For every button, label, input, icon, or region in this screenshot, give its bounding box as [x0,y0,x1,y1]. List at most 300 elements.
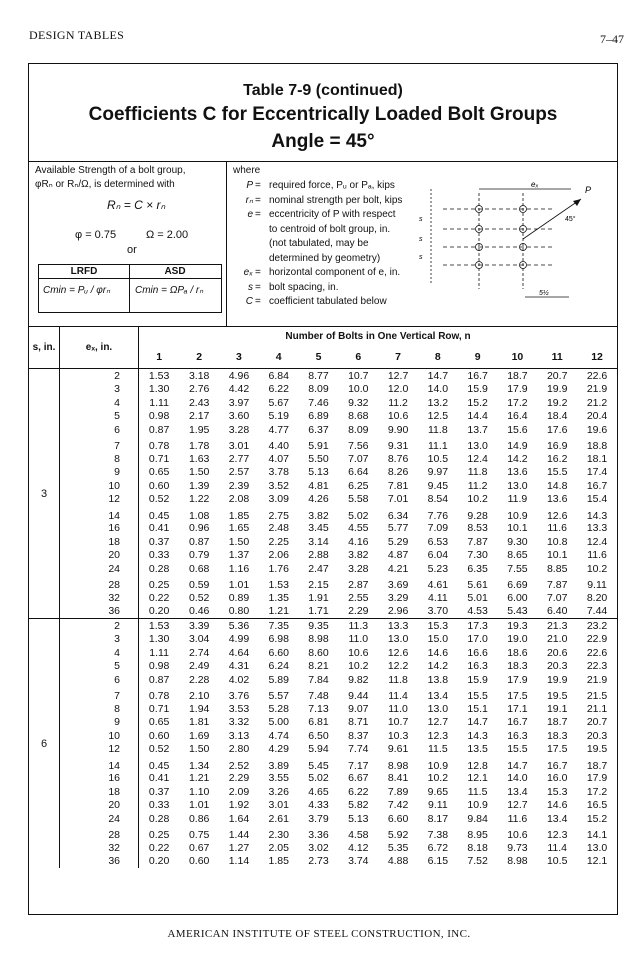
coefficient-cell: 18.1 [586,452,608,465]
coefficient-cell: 16.7 [507,716,528,729]
coefficient-cell: 2.80 [228,743,250,756]
coefficient-cell: 17.9 [507,383,528,396]
coefficient-cell: 0.22 [148,591,170,604]
n-value-header: 6 [338,346,378,369]
coefficient-cell: 0.46 [188,605,210,618]
coefficient-cell: 8.76 [387,452,409,465]
coefficient-cell: 5.02 [308,772,329,785]
coefficient-cell: 2.06 [268,549,289,562]
n-value-header: 2 [179,346,219,369]
coefficient-cell: 1.63 [188,452,210,465]
or-label: or [127,244,137,256]
coefficient-cell: 11.9 [507,493,528,506]
coefficient-cell: 1.01 [228,579,250,591]
coefficient-cell: 2.61 [268,812,289,825]
coefficient-cell: 1.30 [148,383,170,396]
coefficient-cell: 3.28 [228,423,250,436]
coefficient-cell: 17.5 [507,690,528,702]
coefficient-cell: 13.4 [546,812,568,825]
table-row [29,423,617,437]
coefficient-cell: 10.3 [387,729,409,742]
coefficient-cell: 2.09 [228,785,250,798]
asd-label: ASD [129,266,221,279]
s-label: s [419,236,423,243]
coefficient-cell: 5.94 [308,743,329,756]
coefficient-cell: 17.3 [458,619,498,633]
coefficient-cell: 6.40 [546,605,568,618]
coefficient-cell: 16.4 [507,410,528,423]
coefficient-cell: 2.39 [228,479,250,492]
n-value-header: 9 [458,346,498,369]
coefficient-cell: 4.87 [387,549,409,562]
coefficient-cell: 8.37 [348,729,369,742]
coefficient-cell: 2.29 [228,772,250,785]
coefficient-cell: 13.0 [507,479,528,492]
coefficient-cell: 6.67 [348,772,369,785]
coefficient-cell: 7.52 [467,855,488,868]
coefficient-cell: 3.29 [387,591,409,604]
coefficient-cell: 9.32 [348,396,369,409]
coefficient-cell: 14.7 [418,369,458,383]
coefficient-cell: 8.77 [299,369,339,383]
coefficient-cell: 1.35 [268,591,289,604]
coefficient-cell: 7.13 [308,702,329,715]
coefficient-cell: 13.4 [427,690,449,702]
coefficient-cell: 1.44 [228,829,250,841]
coefficient-cell: 3.28 [348,562,369,575]
coefficient-cell: 19.1 [546,702,568,715]
coefficient-cell: 6.22 [268,383,289,396]
coefficient-cell: 6.35 [467,562,488,575]
definition-item [233,223,391,235]
coefficient-cell: 2.96 [387,605,409,618]
table-row [29,619,617,633]
coefficient-cell: 11.8 [428,423,448,436]
coefficient-cell: 2.29 [348,605,369,618]
coefficient-cell: 18.8 [586,440,608,452]
strength-line-1: Available Strength of a bolt group, [35,165,186,176]
coefficient-cell: 7.01 [387,493,409,506]
eccentricity-cell: 6 [60,423,139,437]
coefficient-cell: 14.9 [507,440,528,452]
coefficient-cell: 1.85 [268,855,289,868]
coefficient-cell: 3.01 [228,440,250,452]
coefficient-cell: 22.9 [586,633,608,646]
coefficient-cell: 9.45 [427,479,449,492]
coefficient-cell: 16.3 [507,729,528,742]
coefficient-cell: 0.20 [148,605,170,618]
table-row [29,772,617,786]
coefficient-cell: 7.35 [259,619,299,633]
coefficient-cell: 9.07 [348,702,369,715]
coefficient-cell: 11.3 [338,619,378,633]
coefficient-cell: 11.4 [547,841,568,854]
lrfd-formula: Cmin = Pᵤ / φrₙ [43,285,111,296]
coefficient-cell: 21.2 [586,396,608,409]
coefficient-cell: 6.00 [507,591,528,604]
running-header: DESIGN TABLES [29,28,125,42]
coefficient-cell: 14.3 [467,729,488,742]
table-row [29,493,617,507]
eccentricity-cell: 10 [60,479,139,493]
coefficient-cell: 18.6 [507,646,528,659]
n-value-header: 12 [577,346,617,369]
table-row [29,743,617,757]
eccentricity-cell: 4 [60,396,139,410]
coefficient-cell: 2.87 [348,579,369,591]
coefficient-cell: 8.98 [507,855,528,868]
coefficient-cell: 3.52 [268,479,289,492]
coefficient-cell: 7.76 [427,509,449,522]
coefficient-cell: 19.3 [498,619,538,633]
coefficient-cell: 6.72 [427,841,449,854]
lrfd-asd-box [38,264,222,313]
coefficient-cell: 2.75 [268,509,289,522]
definition-text: bolt spacing, in. [269,281,339,293]
coefficient-cell: 0.71 [148,702,170,715]
coefficient-cell: 0.37 [148,785,170,798]
coefficient-cell: 13.5 [467,743,488,756]
page-number: 7–47 [600,32,624,46]
coefficient-cell: 9.11 [587,579,607,591]
strength-formula: Rₙ = C × rₙ [107,198,166,212]
n-value-header: 3 [219,346,259,369]
table-row [29,660,617,674]
coefficient-cell: 0.60 [188,855,210,868]
coefficient-cell: 2.73 [308,855,329,868]
coefficient-cell: 3.02 [308,841,329,854]
coefficient-cell: 7.87 [467,535,488,548]
coefficient-cell: 0.52 [148,493,170,506]
where-label: where [233,165,261,176]
coefficient-cell: 9.11 [428,799,448,812]
coefficient-cell: 13.3 [586,522,608,535]
n-value-header: 4 [259,346,299,369]
coefficient-cell: 5.82 [348,799,369,812]
coefficient-cell: 5.45 [308,759,329,772]
coefficient-cell: 13.0 [467,440,488,452]
coefficient-cell: 12.3 [427,729,449,742]
coefficient-cell: 22.6 [586,646,608,659]
coefficient-cell: 20.6 [546,646,568,659]
eccentricity-cell: 12 [60,493,139,507]
table-row [29,549,617,563]
coefficient-cell: 20.4 [586,410,608,423]
coefficient-table [29,326,617,868]
coefficient-cell: 10.0 [348,383,369,396]
coefficient-cell: 8.09 [308,383,329,396]
coefficient-cell: 8.17 [427,812,449,825]
coefficient-cell: 6.34 [387,509,409,522]
coefficient-cell: 6.60 [387,812,409,825]
coefficient-cell: 16.3 [467,660,488,673]
coefficient-cell: 3.14 [308,535,329,548]
coefficient-cell: 0.71 [148,452,170,465]
coefficient-cell: 9.90 [387,423,409,436]
coefficient-cell: 4.53 [467,605,488,618]
table-row [29,479,617,493]
eccentricity-cell: 28 [60,826,139,842]
coefficient-cell: 13.7 [467,423,488,436]
coefficient-cell: 0.20 [148,855,170,868]
table-row [29,562,617,576]
coefficient-cell: 4.40 [268,440,289,452]
coefficient-cell: 7.42 [387,799,409,812]
coefficient-cell: 1.92 [228,799,250,812]
coefficient-cell: 4.26 [308,493,329,506]
eccentricity-cell: 7 [60,687,139,703]
coefficient-cell: 19.9 [546,673,568,686]
coefficient-cell: 15.1 [467,702,488,715]
coefficient-cell: 0.86 [188,812,210,825]
coefficient-cell: 10.5 [427,452,449,465]
table-row [29,729,617,743]
definition-symbol: s [248,281,253,293]
coefficient-cell: 13.3 [378,619,418,633]
n-value-header: 1 [139,346,180,369]
coefficient-cell: 10.2 [427,772,449,785]
coefficient-cell: 1.01 [188,799,210,812]
eccentricity-cell: 28 [60,576,139,592]
lrfd-column [39,265,130,312]
coefficient-cell: 20.3 [586,729,608,742]
coefficient-cell: 0.78 [148,440,170,452]
spacing-cell: 3 [29,369,60,619]
coefficient-cell: 3.69 [387,579,409,591]
coefficient-cell: 3.82 [308,509,329,522]
coefficient-cell: 2.17 [188,410,210,423]
coefficient-cell: 1.53 [139,369,180,383]
coefficient-cell: 19.0 [507,633,528,646]
definition-text: coefficient tabulated below [269,296,387,307]
coefficient-cell: 4.81 [308,479,329,492]
coefficient-cell: 1.22 [188,493,210,506]
coefficient-cell: 6.04 [427,549,449,562]
coefficient-cell: 11.0 [388,702,408,715]
definition-item [233,296,387,307]
coefficient-cell: 9.30 [507,535,528,548]
n-value-header: 10 [498,346,538,369]
coefficient-cell: 8.09 [348,423,369,436]
table-row [29,716,617,730]
coefficient-cell: 1.16 [228,562,250,575]
coefficient-cell: 2.10 [188,690,210,702]
load-label: P [585,185,592,195]
coefficient-cell: 16.7 [458,369,498,383]
coefficient-cell: 12.6 [387,646,409,659]
coefficient-cell: 18.4 [546,410,568,423]
coefficient-cell: 7.44 [586,605,608,618]
coefficient-cell: 15.4 [586,493,608,506]
coefficient-cell: 16.7 [586,479,608,492]
eccentricity-cell: 18 [60,535,139,549]
coefficient-cell: 13.0 [586,841,608,854]
coefficient-cell: 5.35 [387,841,409,854]
definition-symbol: P [246,180,253,191]
table-row [29,841,617,855]
eccentricity-cell: 36 [60,605,139,619]
table-body [29,369,617,869]
equals-sign: = [255,281,261,293]
eccentricity-cell: 18 [60,785,139,799]
coefficient-cell: 4.58 [348,829,369,841]
coefficient-cell: 1.76 [268,562,289,575]
coefficient-cell: 3.82 [348,549,369,562]
coefficient-cell: 0.59 [188,579,210,591]
coefficient-cell: 9.35 [299,619,339,633]
coefficient-cell: 3.13 [228,729,250,742]
coefficient-cell: 17.2 [586,785,608,798]
table-row [29,687,617,703]
eccentricity-cell: 14 [60,506,139,522]
coefficient-cell: 8.85 [546,562,568,575]
definition-item [233,267,401,278]
coefficient-cell: 10.7 [338,369,378,383]
coefficient-cell: 11.2 [388,396,408,409]
coefficient-cell: 0.37 [148,535,170,548]
equals-sign: = [255,180,261,191]
table-row [29,673,617,687]
definition-item [233,194,403,206]
coefficient-cell: 0.60 [148,729,170,742]
coefficient-cell: 1.81 [188,716,210,729]
coefficient-cell: 9.44 [348,690,369,702]
table-row [29,506,617,522]
coefficient-cell: 3.78 [268,466,289,479]
eccentricity-cell: 9 [60,466,139,480]
eccentricity-cell: 10 [60,729,139,743]
coefficient-cell: 4.12 [348,841,369,854]
coefficient-cell: 11.6 [587,549,607,562]
coefficient-cell: 11.2 [467,479,488,492]
coefficient-cell: 20.7 [586,716,608,729]
coefficient-cell: 18.3 [507,660,528,673]
coefficient-cell: 12.4 [467,452,488,465]
coefficient-cell: 1.11 [149,646,169,659]
ex-label: eₓ [531,180,539,189]
coefficient-cell: 17.2 [507,396,528,409]
eccentricity-cell: 20 [60,549,139,563]
coefficient-cell: 0.89 [228,591,250,604]
spacing-label: 5½ [539,290,549,297]
table-row [29,605,617,619]
coefficient-cell: 1.08 [188,509,210,522]
table-row [29,396,617,410]
eccentricity-cell: 14 [60,756,139,772]
equals-sign: = [255,296,261,307]
coefficient-cell: 13.8 [427,673,449,686]
equals-sign: = [255,267,261,278]
coefficient-cell: 2.52 [228,759,250,772]
coefficient-cell: 11.5 [467,785,488,798]
coefficient-cell: 21.5 [586,690,608,702]
coefficient-cell: 15.3 [546,785,568,798]
coefficient-cell: 21.0 [546,633,568,646]
table-row [29,410,617,424]
s-label: s [419,216,423,223]
coefficient-cell: 0.52 [188,591,210,604]
coefficient-cell: 22.6 [577,369,617,383]
coefficient-cell: 19.6 [586,423,608,436]
coefficient-cell: 14.6 [546,799,568,812]
coefficient-cell: 0.28 [148,812,170,825]
coefficient-cell: 17.1 [507,702,528,715]
n-value-header: 8 [418,346,458,369]
coefficient-cell: 3.70 [427,605,449,618]
coefficient-cell: 11.8 [388,673,408,686]
definition-symbol: eₓ [243,267,253,278]
coefficient-cell: 6.22 [348,785,369,798]
coefficient-cell: 9.97 [427,466,449,479]
coefficient-cell: 1.11 [149,396,169,409]
coefficient-cell: 5.13 [348,812,369,825]
coefficient-cell: 8.65 [507,549,528,562]
eccentricity-cell: 2 [60,619,139,633]
coefficient-cell: 18.7 [586,759,608,772]
coefficient-cell: 12.1 [467,772,488,785]
ex-header: eₓ, in. [60,326,139,369]
coefficient-cell: 1.64 [228,812,250,825]
coefficient-cell: 1.37 [228,549,250,562]
coefficient-cell: 7.74 [348,743,369,756]
coefficient-cell: 0.45 [148,509,170,522]
coefficient-cell: 3.55 [268,772,289,785]
coefficient-cell: 0.25 [148,579,170,591]
coefficient-cell: 8.53 [467,522,488,535]
coefficient-cell: 1.21 [268,605,289,618]
eccentricity-cell: 3 [60,383,139,397]
coefficient-cell: 10.6 [387,410,409,423]
coefficient-cell: 5.77 [387,522,409,535]
n-value-header: 7 [378,346,418,369]
coefficient-cell: 4.31 [228,660,250,673]
eccentricity-cell: 12 [60,743,139,757]
coefficient-cell: 2.48 [268,522,289,535]
coefficient-cell: 16.9 [546,440,568,452]
coefficient-cell: 5.91 [308,440,329,452]
coefficient-cell: 6.25 [348,479,369,492]
coefficient-cell: 7.81 [387,479,409,492]
coefficient-cell: 2.55 [348,591,369,604]
coefficient-cell: 15.9 [467,383,488,396]
coefficient-cell: 12.1 [586,855,608,868]
coefficient-cell: 4.99 [228,633,250,646]
coefficient-cell: 0.75 [188,829,210,841]
coefficient-cell: 3.74 [348,855,369,868]
coefficient-cell: 14.6 [427,646,449,659]
coefficient-cell: 6.98 [268,633,289,646]
table-row [29,591,617,605]
table-row [29,633,617,647]
strength-line-2: φRₙ or Rₙ/Ω, is determined with [35,179,175,190]
table-row [29,826,617,842]
equals-sign: = [255,209,261,220]
coefficient-cell: 3.32 [228,716,250,729]
eccentricity-cell: 36 [60,855,139,869]
coefficient-cell: 11.1 [428,440,448,452]
coefficient-cell: 6.15 [427,855,449,868]
coefficient-cell: 1.65 [228,522,250,535]
definition-item [233,209,396,220]
table-row [29,785,617,799]
coefficient-cell: 2.77 [228,452,250,465]
coefficient-cell: 0.68 [188,562,210,575]
coefficient-cell: 15.9 [467,673,488,686]
coefficient-cell: 10.9 [507,509,528,522]
coefficient-cell: 0.98 [148,410,170,423]
asd-formula: Cmin = ΩPₐ / rₙ [135,285,204,296]
coefficient-cell: 6.50 [308,729,329,742]
